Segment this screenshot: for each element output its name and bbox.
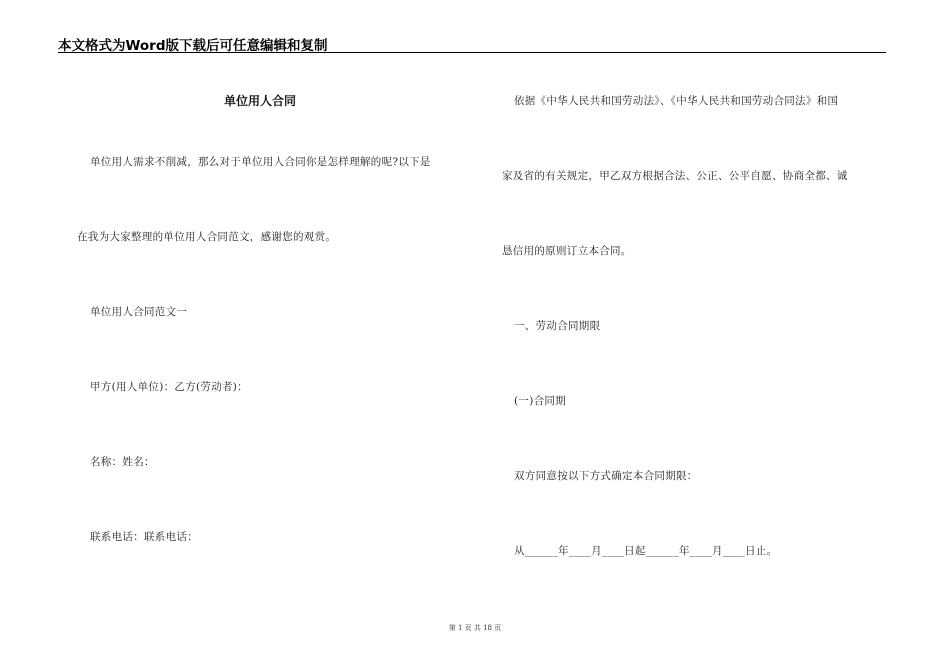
right-paragraph-line: 一、劳动合同期限 bbox=[514, 320, 601, 332]
left-paragraph-line: 单位用人合同范文一 bbox=[90, 306, 188, 318]
left-paragraph-line: 联系电话：联系电话： bbox=[90, 531, 198, 543]
document-title: 单位用人合同 bbox=[223, 94, 296, 108]
header-title: 本文格式为Word版下载后可任意编辑和复制 bbox=[58, 38, 328, 54]
right-paragraph-line: 双方同意按以下方式确定本合同期限： bbox=[514, 470, 698, 482]
right-paragraph-line: 家及省的有关规定，甲乙双方根据合法、公正、公平自愿、协商全都、诚 bbox=[502, 170, 848, 182]
right-paragraph-line: 依据《中华人民共和国劳动法》、《中华人民共和国劳动合同法》和国 bbox=[514, 95, 839, 107]
page-footer: 第 1 页 共 18 页 bbox=[448, 624, 502, 632]
left-paragraph-line: 名称：姓名： bbox=[90, 456, 155, 468]
right-paragraph-line: 从______年____月____日起______年____月____日止。 bbox=[514, 545, 778, 557]
left-paragraph-line: 甲方(用人单位)：乙方(劳动者)： bbox=[90, 381, 248, 393]
left-paragraph-line: 在我为大家整理的单位用人合同范文，感谢您的观赏。 bbox=[77, 231, 337, 243]
right-paragraph-line: (一)合同期 bbox=[514, 395, 566, 407]
left-paragraph-line: 单位用人需求不削减，那么对于单位用人合同你是怎样理解的呢?以下是 bbox=[90, 156, 431, 168]
right-paragraph-line: 恳信用的原则订立本合同。 bbox=[502, 245, 632, 257]
page-header bbox=[58, 32, 886, 53]
